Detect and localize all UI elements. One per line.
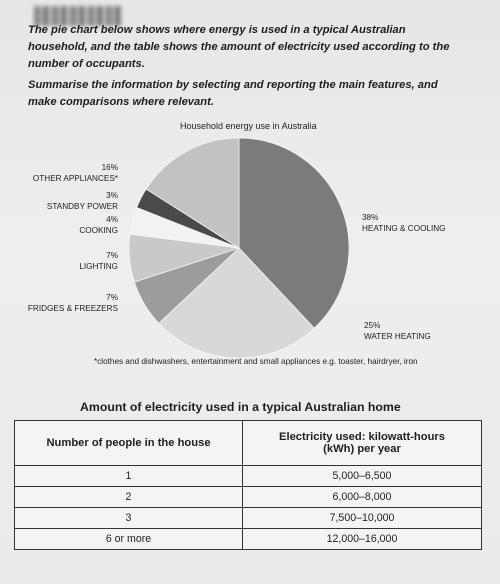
- cell-people: 2: [15, 487, 243, 508]
- task-paragraph-1: The pie chart below shows where energy is used in a typical Australian household, and the table shows the amount of electricity used according to the number of occupants.: [28, 24, 450, 70]
- label-heating-cooling: [362, 212, 482, 234]
- name-standby: STANDBY POWER: [46, 202, 118, 211]
- pct-standby: 3%: [106, 191, 118, 200]
- cell-people: 3: [15, 508, 243, 529]
- name-cooking: COOKING: [79, 226, 118, 235]
- table-title: Amount of electricity used in a typical Australian home: [80, 400, 401, 414]
- cell-kwh: 12,000–16,000: [243, 529, 482, 550]
- label-fridges: [14, 292, 118, 314]
- name-fridges: FRIDGES & FREEZERS: [27, 304, 118, 313]
- label-other-appliances: [30, 162, 118, 184]
- cell-kwh: 6,000–8,000: [243, 487, 482, 508]
- table-row: [15, 487, 482, 508]
- pct-water: 25%: [364, 321, 381, 330]
- chart-footnote: *clothes and dishwashers, entertainment and small appliances e.g. toaster, hairdryer, iron: [94, 357, 418, 366]
- chart-title: Household energy use in Australia: [180, 121, 317, 131]
- name-lighting: LIGHTING: [79, 262, 118, 271]
- pct-lighting: 7%: [106, 251, 118, 260]
- cell-people: 1: [15, 466, 243, 487]
- pct-heating: 38%: [362, 213, 379, 222]
- cell-kwh: 7,500–10,000: [243, 508, 482, 529]
- name-water: WATER HEATING: [364, 332, 431, 341]
- pct-other: 16%: [101, 163, 118, 172]
- task-paragraph-2: Summarise the information by selecting and reporting the main features, and make comparisons where relevant.: [28, 79, 438, 108]
- header-people: Number of people in the house: [15, 421, 243, 466]
- electricity-table: [14, 420, 482, 550]
- cell-people: 6 or more: [15, 529, 243, 550]
- pct-cooking: 4%: [106, 215, 118, 224]
- name-other: OTHER APPLIANCES*: [32, 174, 118, 183]
- label-lighting: [30, 250, 118, 272]
- cell-kwh: 5,000–6,500: [243, 466, 482, 487]
- table-row: [15, 466, 482, 487]
- label-cooking: [30, 214, 118, 236]
- label-water-heating: [364, 320, 474, 342]
- label-standby-power: [30, 190, 118, 212]
- pct-fridges: 7%: [106, 293, 118, 302]
- table-row: [15, 529, 482, 550]
- name-heating: HEATING & COOLING: [362, 224, 446, 233]
- table-row: [15, 508, 482, 529]
- table-header-row: [15, 421, 482, 466]
- header-kwh: Electricity used: kilowatt-hours (kWh) per year: [243, 421, 482, 466]
